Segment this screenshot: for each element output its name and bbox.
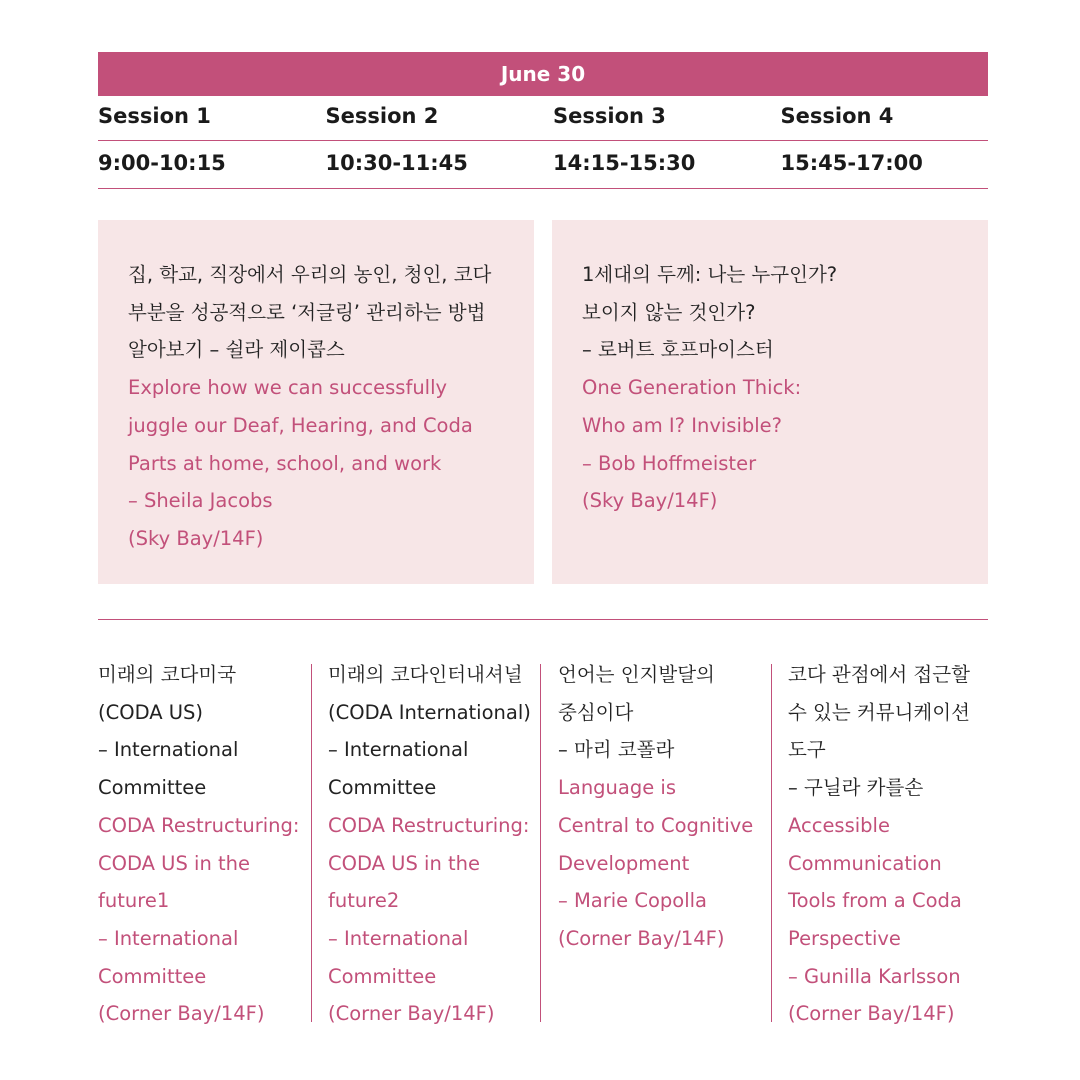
korean-line: 코다 관점에서 접근할 (788, 663, 970, 686)
english-line: Explore how we can successfully (128, 376, 448, 400)
korean-line: – International (98, 738, 239, 762)
english-line: One Generation Thick: (582, 376, 802, 400)
session-label: Session 2 (325, 104, 439, 128)
session-time: 9:00-10:15 (98, 151, 226, 175)
session-header-row (98, 104, 988, 140)
english-line: juggle our Deaf, Hearing, and Coda (128, 413, 473, 437)
english-line: – Bob Hoffmeister (582, 451, 757, 475)
korean-line: 수 있는 커뮤니케이션 (788, 700, 970, 724)
session-time: 14:15-15:30 (553, 151, 696, 175)
korean-line: 1세대의 두께: 나는 누구인가? (582, 263, 838, 286)
session-box-2 (552, 220, 988, 584)
korean-line: 집, 학교, 직장에서 우리의 농인, 청인, 코다 (128, 263, 492, 286)
english-line: Development (558, 851, 690, 875)
english-line: Perspective (788, 926, 901, 950)
date-banner (98, 52, 988, 96)
english-line: Who am I? Invisible? (582, 413, 782, 437)
english-line: Tools from a Coda (788, 889, 962, 913)
english-line: future2 (328, 889, 400, 913)
session-column-2 (328, 656, 531, 1033)
korean-line: – International (328, 738, 469, 762)
session-label: Session 1 (98, 104, 211, 128)
session-box-1 (98, 220, 534, 584)
korean-line: 알아보기 – 쉴라 제이콥스 (128, 338, 345, 362)
korean-line: – 구닐라 카를손 (788, 776, 924, 800)
english-line: (Corner Bay/14F) (558, 926, 725, 950)
session-column-4 (788, 656, 970, 1033)
english-line: CODA Restructuring: (98, 813, 300, 837)
session-time: 10:30-11:45 (325, 151, 468, 175)
english-line: (Sky Bay/14F) (128, 526, 264, 550)
column-divider (771, 664, 772, 1022)
english-line: CODA US in the (328, 851, 481, 875)
english-line: Committee (328, 964, 437, 988)
english-line: Accessible (788, 813, 890, 837)
korean-line: 부분을 성공적으로 ‘저글링’ 관리하는 방법 (128, 300, 486, 324)
session-time-row (98, 151, 988, 189)
english-line: Parts at home, school, and work (128, 451, 442, 475)
divider-line (98, 188, 988, 189)
english-line: – Sheila Jacobs (128, 489, 273, 513)
divider-line (98, 140, 988, 141)
korean-line: 언어는 인지발달의 (558, 663, 715, 686)
english-line: (Corner Bay/14F) (328, 1002, 495, 1026)
korean-line: (CODA US) (98, 700, 204, 724)
column-divider (540, 664, 541, 1022)
english-line: Central to Cognitive (558, 813, 754, 837)
date-title: June 30 (500, 62, 586, 86)
english-line: Committee (98, 964, 207, 988)
english-line: CODA US in the (98, 851, 251, 875)
session-time: 15:45-17:00 (780, 151, 923, 175)
session-label: Session 4 (780, 104, 894, 128)
english-line: – International (98, 926, 239, 950)
english-line: (Sky Bay/14F) (582, 489, 718, 513)
korean-line: Committee (328, 776, 437, 800)
korean-line: 중심이다 (558, 700, 634, 724)
korean-line: 보이지 않는 것인가? (582, 300, 756, 324)
english-line: CODA Restructuring: (328, 813, 530, 837)
korean-line: Committee (98, 776, 207, 800)
english-line: (Corner Bay/14F) (98, 1002, 265, 1026)
session-label: Session 3 (553, 104, 666, 128)
english-line: (Corner Bay/14F) (788, 1002, 955, 1026)
korean-line: (CODA International) (328, 700, 531, 724)
divider-line (98, 619, 988, 620)
english-line: – Marie Copolla (558, 889, 707, 913)
english-line: – Gunilla Karlsson (788, 964, 961, 988)
korean-line: – 마리 코폴라 (558, 738, 675, 762)
korean-line: 도구 (788, 738, 826, 762)
english-line: Language is (558, 776, 677, 800)
korean-line: 미래의 코다인터내셔널 (328, 663, 523, 686)
column-divider (311, 664, 312, 1022)
session-column-1 (98, 656, 300, 1033)
session-column-3 (558, 656, 753, 958)
english-line: future1 (98, 889, 170, 913)
english-line: Communication (788, 851, 942, 875)
korean-line: 미래의 코다미국 (98, 663, 237, 686)
english-line: – International (328, 926, 469, 950)
korean-line: – 로버트 호프마이스터 (582, 338, 774, 362)
